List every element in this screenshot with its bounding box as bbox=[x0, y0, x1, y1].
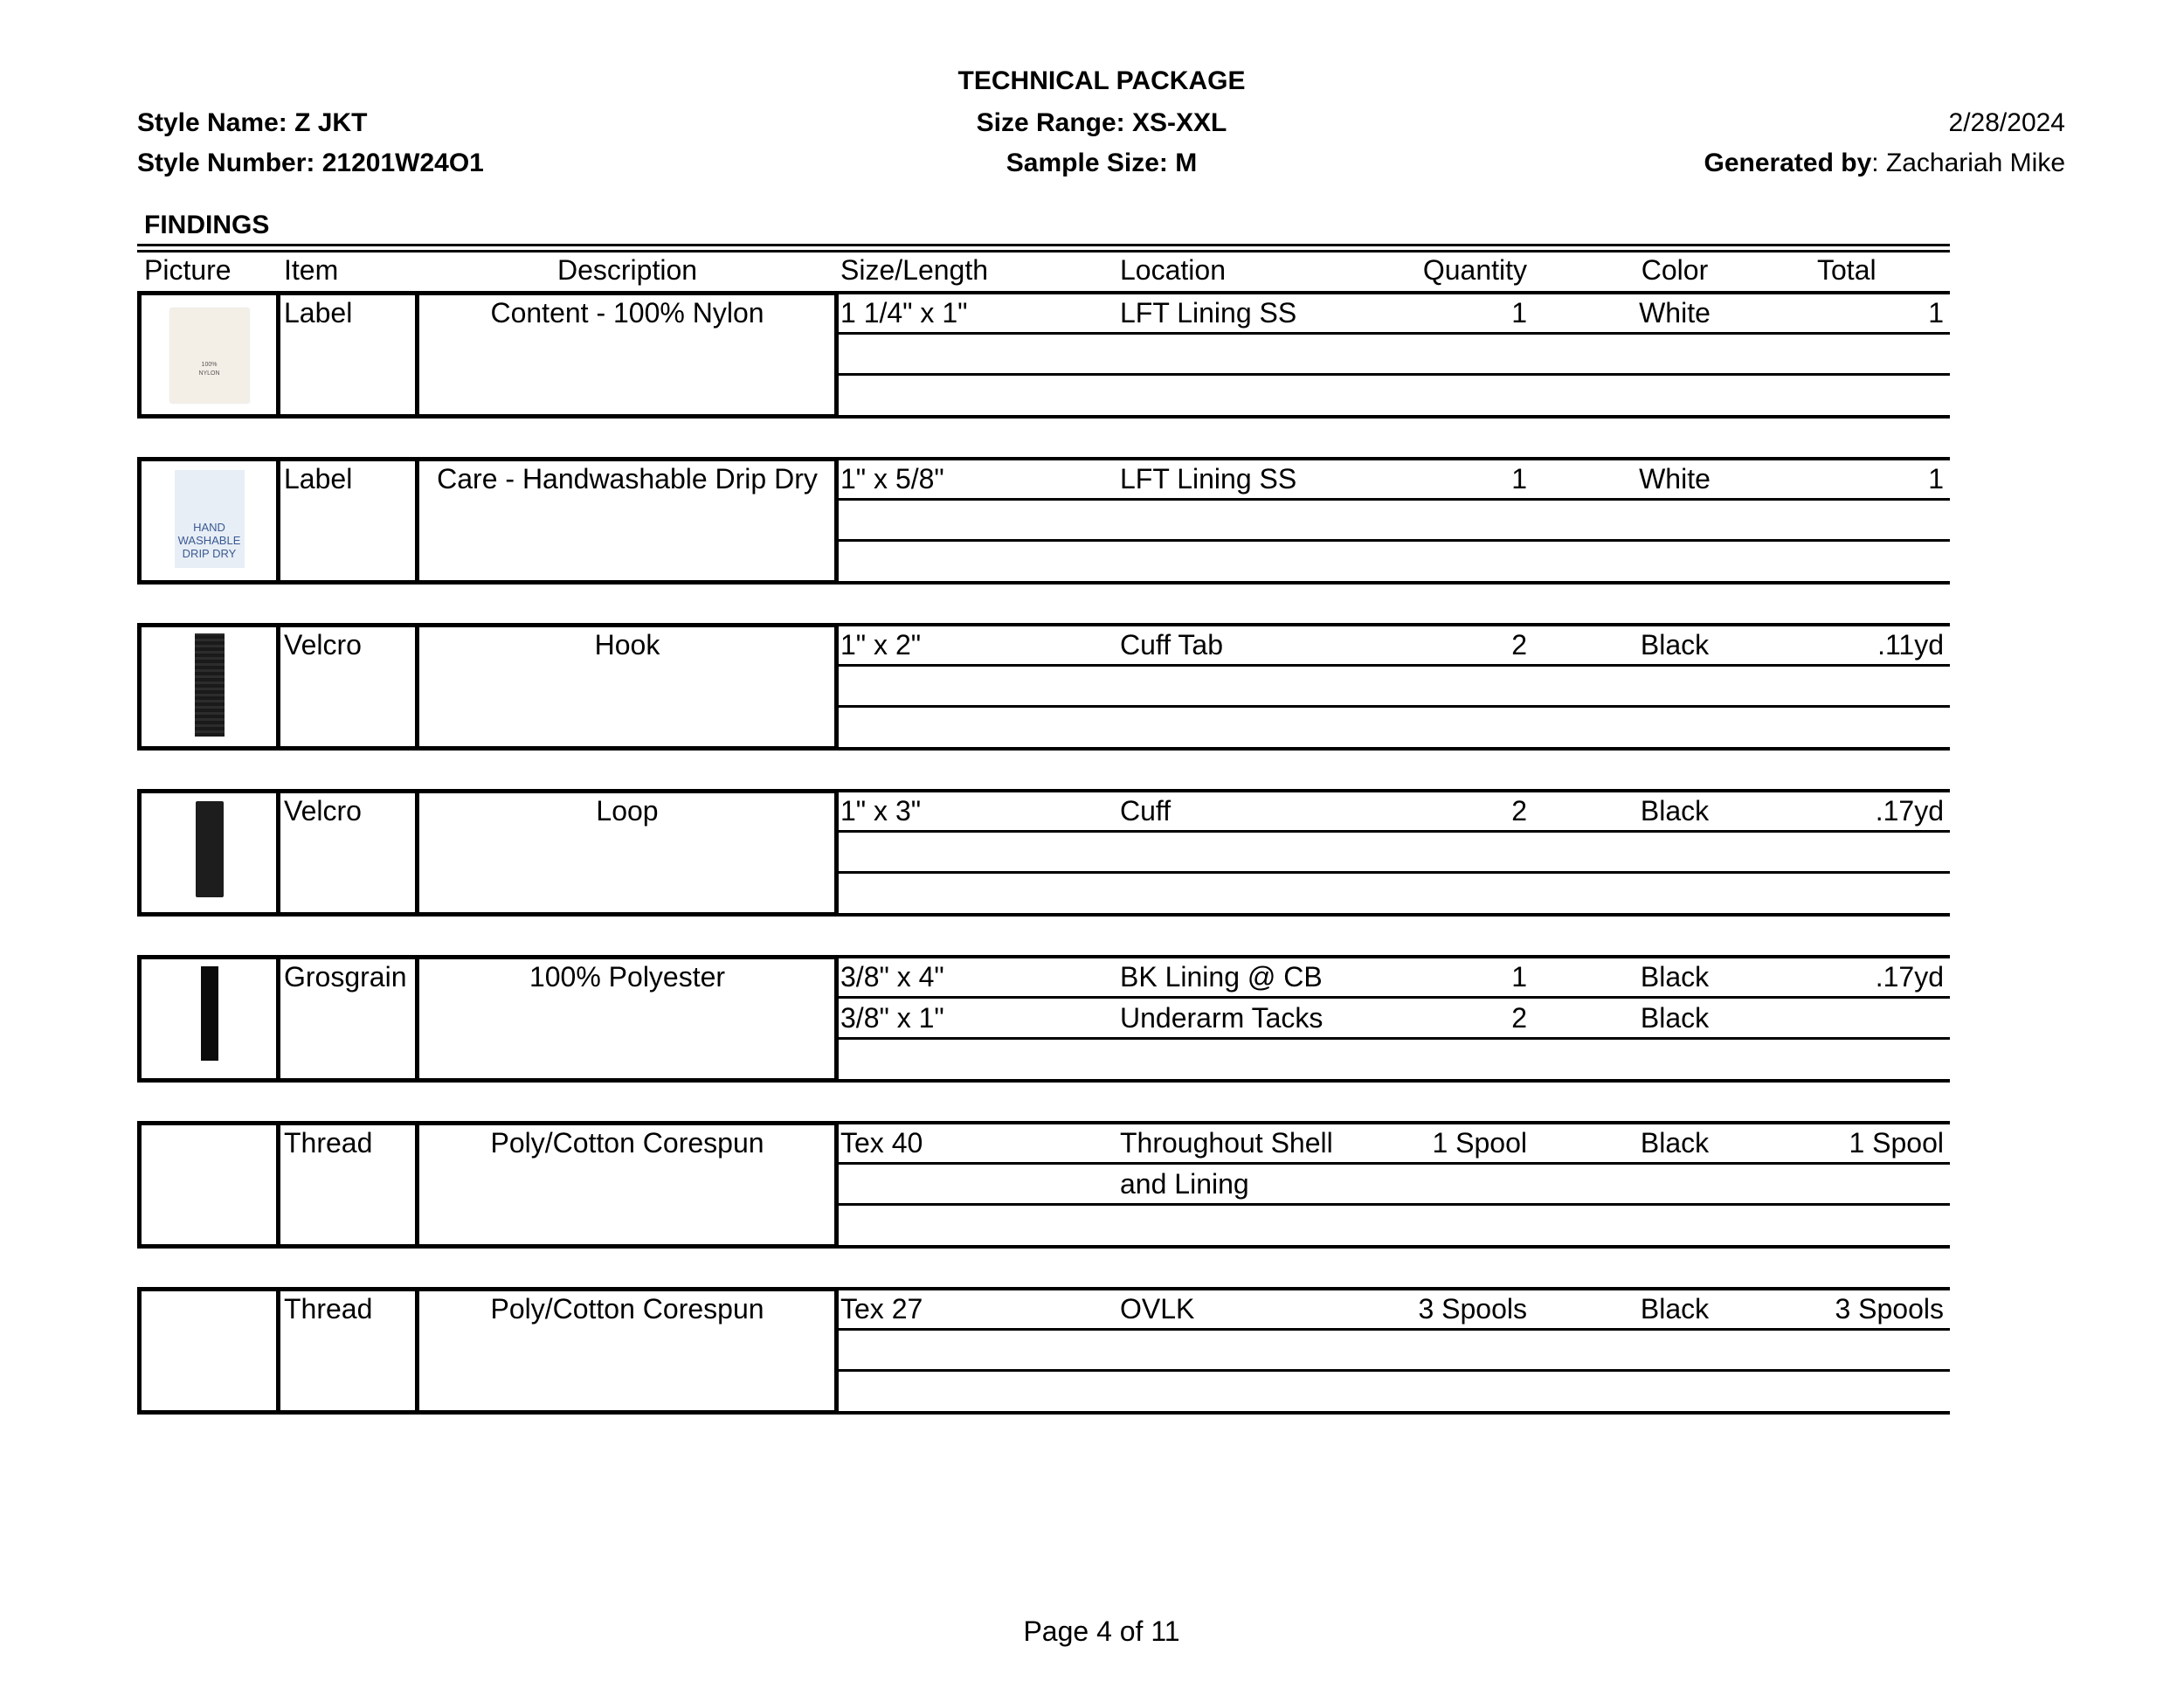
row-divider bbox=[415, 1121, 419, 1249]
row-frame bbox=[137, 623, 839, 751]
row-rule bbox=[834, 291, 1950, 294]
color-cell: White bbox=[1639, 297, 1711, 329]
col-header-color: Color bbox=[1641, 254, 1709, 286]
document-date: 2/28/2024 bbox=[1948, 108, 2065, 137]
row-divider bbox=[276, 1121, 280, 1249]
item-cell: Velcro bbox=[284, 629, 362, 661]
quantity-cell: 2 bbox=[1511, 1002, 1527, 1034]
label-thumb-text: NYLON bbox=[198, 370, 220, 377]
col-header-location: Location bbox=[1120, 254, 1226, 286]
style-number: Style Number: 21201W24O1 bbox=[137, 149, 484, 177]
item-cell: Thread bbox=[284, 1127, 373, 1159]
row-rule bbox=[834, 1121, 1950, 1124]
color-cell: Black bbox=[1640, 795, 1710, 827]
color-cell: Black bbox=[1640, 1002, 1710, 1034]
row-rule bbox=[834, 1245, 1950, 1249]
description-cell: Loop bbox=[596, 795, 659, 827]
location-cell: LFT Lining SS bbox=[1120, 297, 1297, 329]
total-cell: 1 bbox=[1928, 297, 1944, 329]
description-cell: Poly/Cotton Corespun bbox=[490, 1127, 764, 1159]
item-cell: Grosgrain bbox=[284, 961, 407, 993]
description-cell: Poly/Cotton Corespun bbox=[490, 1293, 764, 1325]
row-divider bbox=[276, 291, 280, 419]
row-rule bbox=[834, 664, 1950, 667]
row-rule bbox=[834, 415, 1950, 419]
row-divider bbox=[276, 789, 280, 917]
row-frame bbox=[137, 789, 839, 917]
row-frame bbox=[137, 955, 839, 1083]
quantity-cell: 3 Spools bbox=[1418, 1293, 1527, 1325]
label-thumb-text: DRIP DRY bbox=[182, 547, 237, 560]
item-cell: Label bbox=[284, 463, 353, 495]
size-cell: 3/8" x 1" bbox=[840, 1002, 944, 1034]
row-divider bbox=[415, 457, 419, 585]
label-thumb-text: 100% bbox=[201, 362, 218, 368]
row-rule bbox=[834, 457, 1950, 460]
location-cell: BK Lining @ CB bbox=[1120, 961, 1323, 993]
location-cell: LFT Lining SS bbox=[1120, 463, 1297, 495]
size-cell: Tex 27 bbox=[840, 1293, 923, 1325]
row-rule bbox=[834, 789, 1950, 792]
section-title: FINDINGS bbox=[144, 211, 270, 239]
row-rule bbox=[834, 1369, 1950, 1372]
row-rule bbox=[834, 373, 1950, 376]
location-cell: Throughout Shell bbox=[1120, 1127, 1333, 1159]
description-cell: Care - Handwashable Drip Dry bbox=[437, 463, 818, 495]
location-cell: and Lining bbox=[1120, 1168, 1249, 1200]
label-thumb-text: WASHABLE bbox=[177, 534, 241, 547]
row-divider bbox=[276, 457, 280, 585]
total-cell: .11yd bbox=[1877, 629, 1944, 661]
section-rule-top bbox=[137, 244, 1950, 246]
description-cell: Content - 100% Nylon bbox=[490, 297, 764, 329]
generated-by-label: Generated by bbox=[1704, 149, 1872, 177]
row-divider bbox=[276, 955, 280, 1083]
generated-by bbox=[1704, 149, 2065, 178]
care-label-image bbox=[175, 470, 245, 568]
row-divider bbox=[415, 1287, 419, 1415]
row-divider bbox=[276, 623, 280, 751]
quantity-cell: 1 bbox=[1511, 961, 1527, 993]
row-rule bbox=[834, 747, 1950, 751]
row-rule bbox=[834, 1079, 1950, 1083]
sample-size: Sample Size: M bbox=[1006, 149, 1198, 177]
location-cell: Underarm Tacks bbox=[1120, 1002, 1324, 1034]
generated-by-value: : Zachariah Mike bbox=[1871, 149, 2065, 177]
row-rule bbox=[834, 871, 1950, 874]
size-cell: 1" x 3" bbox=[840, 795, 922, 827]
location-cell: Cuff Tab bbox=[1120, 629, 1224, 661]
col-header-item: Item bbox=[284, 254, 339, 286]
document-title: TECHNICAL PACKAGE bbox=[957, 66, 1246, 95]
row-rule bbox=[834, 539, 1950, 542]
size-cell: 1 1/4" x 1" bbox=[840, 297, 968, 329]
location-cell: Cuff bbox=[1120, 795, 1171, 827]
row-rule bbox=[834, 955, 1950, 958]
label-thumb-text: HAND bbox=[193, 521, 225, 534]
section-rule-bottom bbox=[137, 250, 1950, 253]
row-divider bbox=[276, 1287, 280, 1415]
size-cell: 3/8" x 4" bbox=[840, 961, 944, 993]
location-cell: OVLK bbox=[1120, 1293, 1195, 1325]
row-rule bbox=[834, 623, 1950, 626]
size-cell: 1" x 5/8" bbox=[840, 463, 944, 495]
row-divider bbox=[415, 789, 419, 917]
quantity-cell: 1 bbox=[1511, 463, 1527, 495]
item-cell: Label bbox=[284, 297, 353, 329]
row-rule bbox=[834, 498, 1950, 501]
quantity-cell: 1 Spool bbox=[1432, 1127, 1527, 1159]
row-rule bbox=[834, 913, 1950, 917]
description-cell: Hook bbox=[594, 629, 660, 661]
quantity-cell: 2 bbox=[1511, 795, 1527, 827]
row-rule bbox=[834, 830, 1950, 833]
row-rule bbox=[834, 1162, 1950, 1165]
total-cell: 1 Spool bbox=[1849, 1127, 1944, 1159]
style-name: Style Name: Z JKT bbox=[137, 108, 368, 137]
color-cell: Black bbox=[1640, 961, 1710, 993]
quantity-cell: 2 bbox=[1511, 629, 1527, 661]
total-cell: 3 Spools bbox=[1835, 1293, 1944, 1325]
row-rule bbox=[834, 1411, 1950, 1415]
row-divider bbox=[415, 623, 419, 751]
size-cell: 1" x 2" bbox=[840, 629, 922, 661]
grosgrain-ribbon-image bbox=[201, 966, 218, 1061]
row-rule bbox=[834, 581, 1950, 585]
size-range: Size Range: XS-XXL bbox=[976, 108, 1227, 137]
velcro-hook-image bbox=[195, 633, 225, 737]
row-rule bbox=[834, 1328, 1950, 1331]
row-rule bbox=[834, 1037, 1950, 1040]
row-rule bbox=[834, 705, 1950, 708]
color-cell: Black bbox=[1640, 629, 1710, 661]
item-cell: Thread bbox=[284, 1293, 373, 1325]
col-header-size: Size/Length bbox=[840, 254, 989, 286]
velcro-loop-image bbox=[196, 801, 224, 897]
row-rule bbox=[834, 1203, 1950, 1206]
total-cell: 1 bbox=[1928, 463, 1944, 495]
row-divider bbox=[415, 955, 419, 1083]
col-header-quantity: Quantity bbox=[1422, 254, 1527, 286]
color-cell: White bbox=[1639, 463, 1711, 495]
total-cell: .17yd bbox=[1875, 795, 1944, 827]
item-cell: Velcro bbox=[284, 795, 362, 827]
color-cell: Black bbox=[1640, 1293, 1710, 1325]
col-header-total: Total bbox=[1817, 254, 1876, 286]
row-rule bbox=[834, 1287, 1950, 1290]
nylon-label-image bbox=[170, 308, 249, 403]
row-divider bbox=[415, 291, 419, 419]
col-header-description: Description bbox=[556, 254, 698, 286]
col-header-picture: Picture bbox=[144, 254, 232, 286]
color-cell: Black bbox=[1640, 1127, 1710, 1159]
description-cell: 100% Polyester bbox=[529, 961, 726, 993]
row-rule bbox=[834, 332, 1950, 335]
total-cell: .17yd bbox=[1875, 961, 1944, 993]
size-cell: Tex 40 bbox=[840, 1127, 923, 1159]
row-rule bbox=[834, 996, 1950, 999]
page-number: Page 4 of 11 bbox=[1023, 1615, 1180, 1647]
quantity-cell: 1 bbox=[1511, 297, 1527, 329]
